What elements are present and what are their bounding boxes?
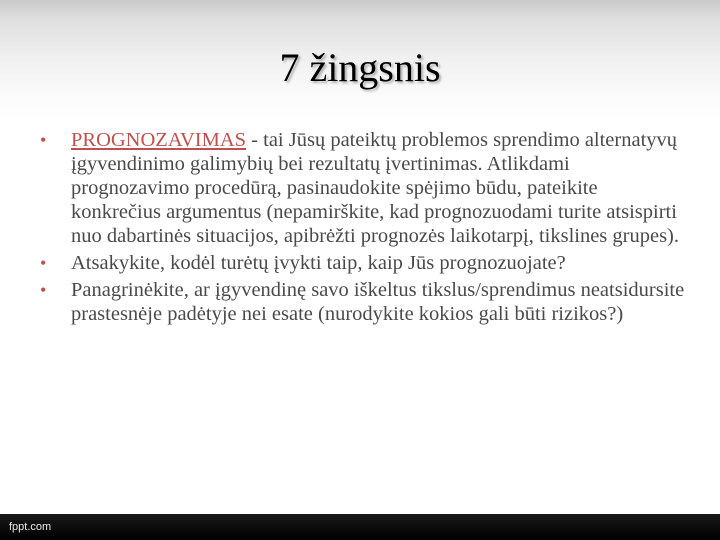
bullet-text: Atsakykite, kodėl turėtų įvykti taip, kaip Jūs prognozuojate? <box>71 252 566 274</box>
bullet-dot: • <box>40 130 47 150</box>
bullet-text: - tai Jūsų pateiktų problemos sprendimo alternatyvų įgyvendinimo galimybių bei rezultatų įvertinimas. Atlikdami prognozavimo procedūrą, pasinaudokite spėjimo būdu, pateikite konkrečius argumentus (nepamirškite, kad prognozuodami turite atsispirti nuo dabartinės situacijos, apibrėžti prognozės laikotarpį, tikslines grupes). <box>71 129 680 247</box>
bullet-text: Panagrinėkite, ar įgyvendinę savo iškeltus tikslus/sprendimus neatsidursite prastesnėje padėtyje nei esate (nurodykite kokios gali būti rizikos?) <box>71 279 685 325</box>
bullet-dot: • <box>40 253 47 273</box>
footer-logo[interactable]: fppt.com <box>9 521 52 533</box>
footer-bar <box>0 514 720 540</box>
bullet-item-panagrinekite <box>40 278 690 326</box>
slide-title: 7 žingsnis <box>279 45 441 90</box>
bullet-item-prognozavimas <box>40 128 690 248</box>
bullet-dot: • <box>40 280 47 300</box>
bullet-keyword: PROGNOZAVIMAS <box>71 129 247 151</box>
bullet-list <box>40 128 690 326</box>
bullet-item-atsakykite <box>40 251 690 275</box>
